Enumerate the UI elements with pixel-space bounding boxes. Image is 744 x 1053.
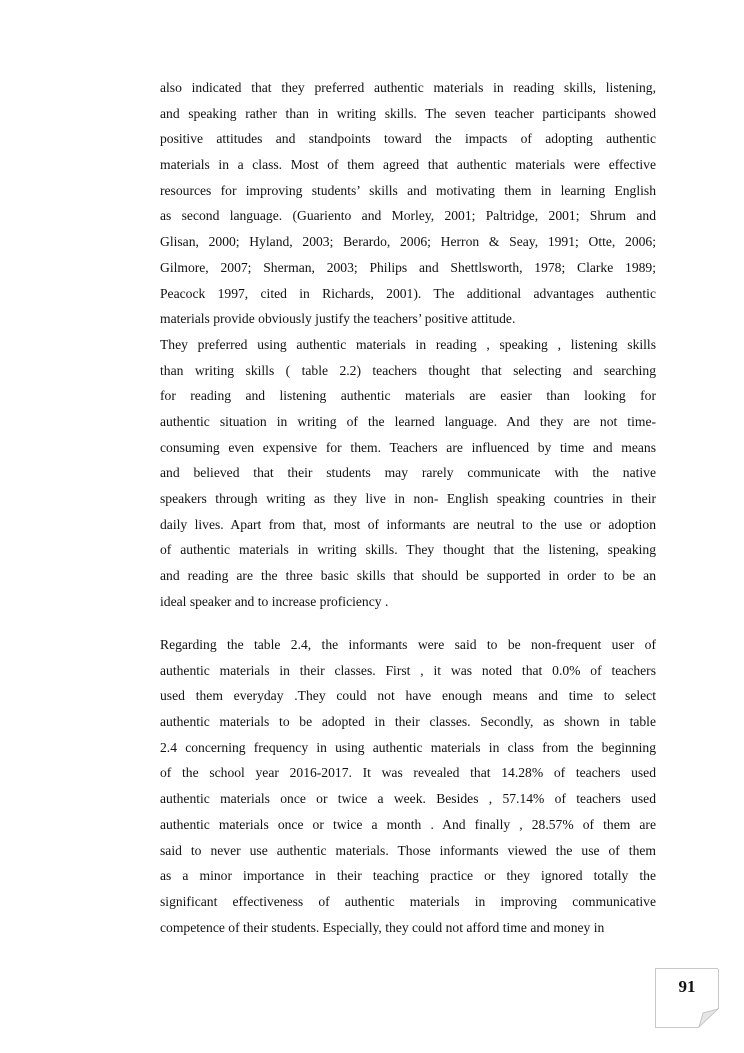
text-line: positive attitudes and standpoints toward the impacts of adopting authentic: [160, 131, 656, 147]
text-line: Peacock 1997, cited in Richards, 2001). The additional advantages authentic: [160, 285, 656, 301]
page-number: 91: [678, 977, 696, 996]
text-line: ideal speaker and to increase proficiency .: [160, 593, 389, 609]
text-line: materials provide obviously justify the teachers’ positive attitude.: [160, 311, 516, 327]
text-line: as second language. (Guariento and Morley, 2001; Paltridge, 2001; Shrum and: [160, 208, 656, 224]
text-line: of the school year 2016-2017. It was revealed that 14.28% of teachers used: [160, 765, 656, 781]
text-line: also indicated that they preferred authentic materials in reading skills, listening,: [160, 80, 656, 95]
text-line: for reading and listening authentic materials are easier than looking for: [160, 388, 656, 404]
text-line: daily lives. Apart from that, most of informants are neutral to the use or adoption: [160, 516, 656, 532]
text-line: resources for improving students’ skills and motivating them in learning English: [160, 182, 656, 198]
text-line: materials in a class. Most of them agreed that authentic materials were effective: [160, 157, 656, 173]
text-line: competence of their students. Especially, they could not afford time and money in: [160, 919, 605, 935]
page-number-box: [655, 968, 718, 1028]
text-line: said to never use authentic materials. Those informants viewed the use of them: [160, 842, 656, 858]
text-line: than writing skills ( table 2.2) teachers thought that selecting and searching: [160, 362, 656, 378]
text-line: speakers through writing as they live in non- English speaking countries in their: [160, 491, 656, 506]
text-line: consuming even expensive for them. Teachers are influenced by time and means: [160, 439, 656, 455]
text-line: used them everyday .They could not have enough means and time to select: [160, 688, 656, 704]
text-line: Gilmore, 2007; Sherman, 2003; Philips and Shettlsworth, 1978; Clarke 1989;: [160, 259, 656, 275]
text-line: of authentic materials in writing skills. They thought that the listening, speaking: [160, 542, 656, 558]
text-line: authentic materials once or twice a month . And finally , 28.57% of them are: [160, 816, 656, 832]
paragraph-3: [160, 632, 656, 940]
body-text-top: [160, 75, 656, 614]
text-line: They preferred using authentic materials in reading , speaking , listening skills: [160, 336, 656, 352]
text-line: authentic situation in writing of the learned language. And they are not time-: [160, 413, 656, 429]
text-line: authentic materials in their classes. First , it was noted that 0.0% of teachers: [160, 662, 656, 678]
text-line: and speaking rather than in writing skills. The seven teacher participants showed: [160, 105, 656, 121]
page-curl-icon: [697, 1007, 719, 1028]
text-line: authentic materials once or twice a week. Besides , 57.14% of teachers used: [160, 791, 656, 807]
text-line: as a minor importance in their teaching practice or they ignored totally the: [160, 868, 656, 884]
text-line: and believed that their students may rarely communicate with the native: [160, 465, 656, 481]
text-line: Glisan, 2000; Hyland, 2003; Berardo, 2006; Herron & Seay, 1991; Otte, 2006;: [160, 234, 656, 250]
paragraph-1: [160, 75, 656, 332]
text-line: 2.4 concerning frequency in using authentic materials in class from the beginning: [160, 739, 656, 755]
text-line: Regarding the table 2.4, the informants were said to be non-frequent user of: [160, 637, 656, 652]
body-text-bottom: [160, 632, 656, 940]
paragraph-2: [160, 332, 656, 615]
text-line: significant effectiveness of authentic materials in improving communicative: [160, 893, 656, 909]
text-line: and reading are the three basic skills that should be supported in order to be an: [160, 568, 656, 584]
text-line: authentic materials to be adopted in their classes. Secondly, as shown in table: [160, 714, 656, 730]
